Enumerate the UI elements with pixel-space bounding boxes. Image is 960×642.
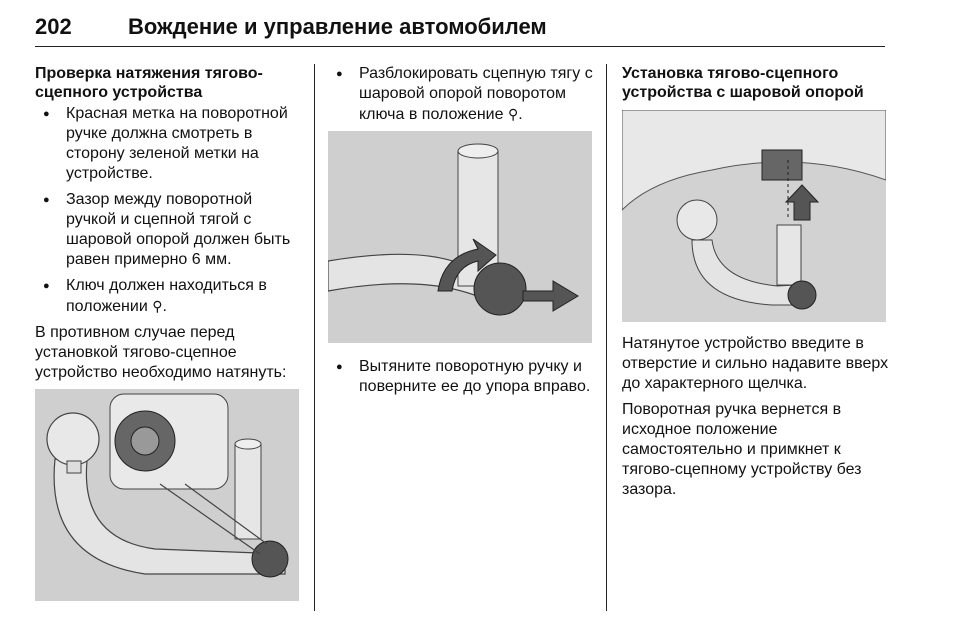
unlocked-key-position-icon: ⚲ <box>152 298 163 314</box>
unlocked-key-position-icon: ⚲ <box>507 106 519 122</box>
list-item: ● Зазор между поворотной ручкой и сцепной тягой с шаровой опорой должен быть равен примерно 6 мм. <box>35 190 303 270</box>
installation-paragraph-2: Поворотная ручка вернется в исходное положение самостоятельно и примкнет к тягово-сцепному устройству без зазора. <box>622 401 862 498</box>
tension-check-list <box>35 104 303 317</box>
page-title: Вождение и управление автомобилем <box>128 14 547 39</box>
section-heading-installation: Установка тягово-сцепного устройства с шаровой опорой <box>622 65 864 101</box>
unlock-list <box>328 64 598 125</box>
knob-drawing <box>328 131 592 343</box>
installation-paragraph-1: Натянутое устройство введите в отверстие и сильно надавите вверх до характерного щелчка. <box>622 335 889 392</box>
column-left <box>35 64 303 601</box>
install-drawing <box>622 110 886 322</box>
list-item: ● Красная метка на поворотной ручке должна смотреть в сторону зеленой метки на устройстве. <box>35 104 303 184</box>
towbar-drawing <box>35 389 299 601</box>
list-item: ● Разблокировать сцепную тягу с шаровой опорой поворотом ключа в положение ⚲. <box>328 64 598 125</box>
column-middle <box>328 64 598 403</box>
column-divider <box>314 64 315 611</box>
towbar-illustration-tension-marks <box>35 389 299 601</box>
column-divider <box>606 64 607 611</box>
page-header <box>35 8 885 47</box>
pull-knob-list <box>328 357 598 397</box>
section-heading-tension-check: Проверка натяжения тягово-сцепного устройства <box>35 65 263 101</box>
list-item: ● Вытяните поворотную ручку и поверните ее до упора вправо. <box>328 357 598 397</box>
column-right <box>622 64 890 506</box>
towbar-illustration-installation <box>622 110 886 322</box>
page-number: 202 <box>35 14 72 39</box>
tension-instruction-paragraph: В противном случае перед установкой тягово-сцепное устройство необходимо натянуть: <box>35 324 287 381</box>
towbar-illustration-pull-knob <box>328 131 592 343</box>
list-item: ● Ключ должен находиться в положении ⚲. <box>35 276 303 317</box>
